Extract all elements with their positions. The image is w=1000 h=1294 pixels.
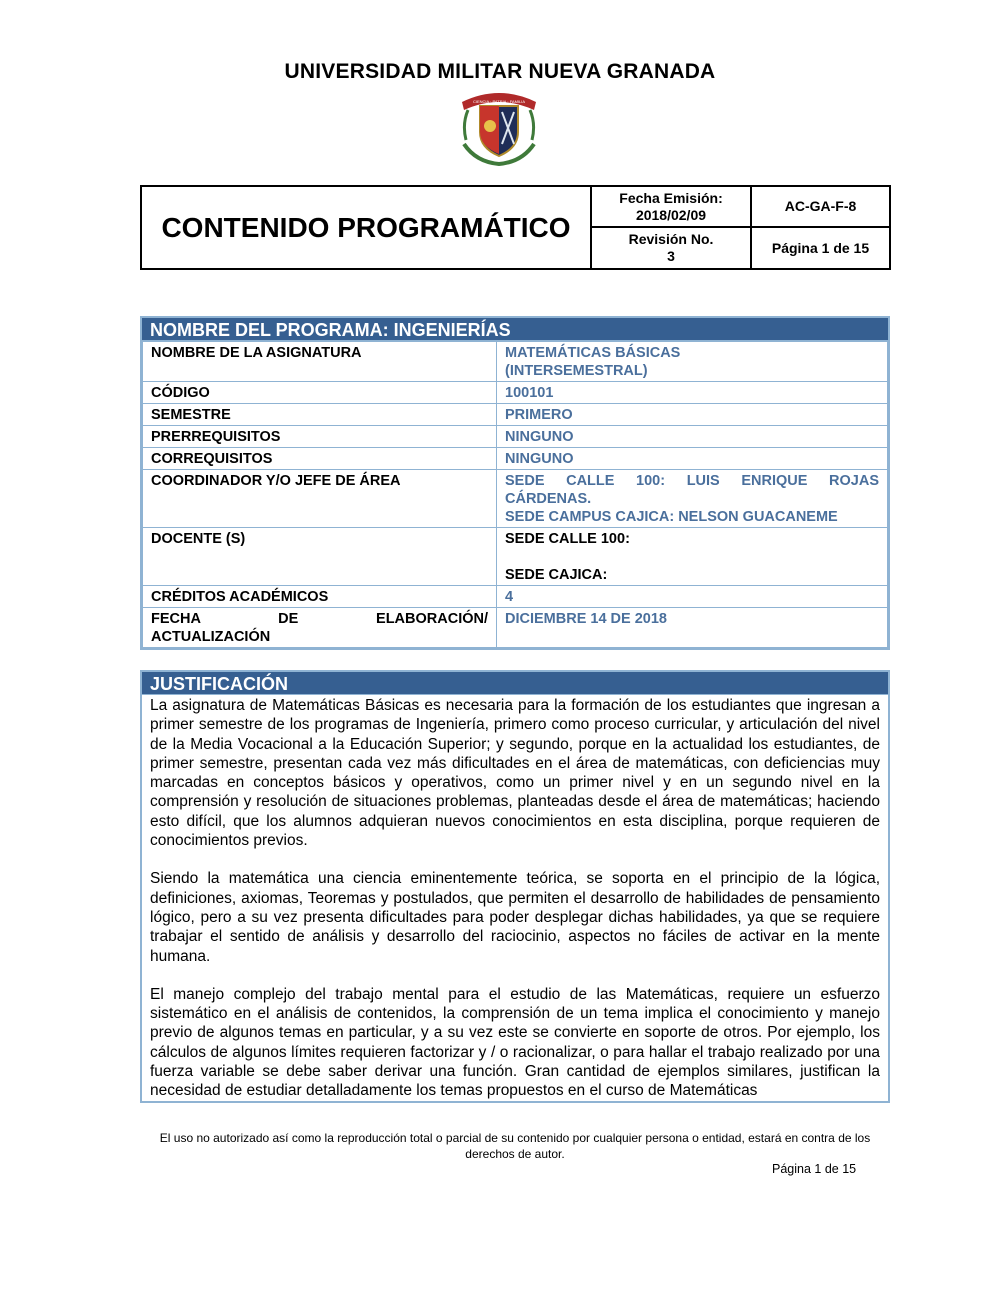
university-title: UNIVERSIDAD MILITAR NUEVA GRANADA bbox=[284, 60, 716, 83]
table-row bbox=[143, 382, 888, 404]
issue-date-value: 2018/02/09 bbox=[635, 206, 707, 223]
table-row bbox=[143, 342, 888, 382]
university-crest-logo bbox=[456, 84, 542, 166]
coordinator-label: COORDINADOR Y/O JEFE DE ÁREA bbox=[143, 470, 497, 528]
table-row bbox=[143, 426, 888, 448]
document-title: CONTENIDO PROGRAMÁTICO bbox=[141, 186, 591, 269]
semester-value: PRIMERO bbox=[497, 404, 888, 426]
document-header bbox=[140, 185, 891, 270]
teacher-label: DOCENTE (S) bbox=[143, 528, 497, 586]
corequisites-value: NINGUNO bbox=[497, 448, 888, 470]
program-info-section bbox=[140, 316, 890, 650]
coordinator-value-2: CÁRDENAS. bbox=[505, 491, 592, 507]
copyright-notice: El uso no autorizado así como la reproducción total o parcial de su contenido por cualquier persona o entidad, estará en contra de los derechos de autor. bbox=[159, 1131, 871, 1161]
credits-value: 4 bbox=[497, 586, 888, 608]
table-row bbox=[143, 448, 888, 470]
table-row bbox=[143, 608, 888, 648]
semester-label: SEMESTRE bbox=[143, 404, 497, 426]
date-value: DICIEMBRE 14 DE 2018 bbox=[497, 608, 888, 648]
credits-label: CRÉDITOS ACADÉMICOS bbox=[143, 586, 497, 608]
corequisites-label: CORREQUISITOS bbox=[143, 448, 497, 470]
justification-paragraph: Siendo la matemática una ciencia eminentemente teórica, se soporta en el principio de la lógica, definiciones, axiomas, Teoremas y postulados, que permiten el desarrollo de habilidades de pensamiento lógico, pero a su vez presenta dificultades para poder desplegar dichas habilidades, ya que se requiere trabajar el sentido de análisis y desarrollo del raciocinio, aspectos no fáciles de activar en la mente humana. bbox=[150, 870, 880, 965]
justification-section bbox=[140, 670, 890, 1103]
subject-name-label: NOMBRE DE LA ASIGNATURA bbox=[143, 342, 497, 382]
code-value: 100101 bbox=[497, 382, 888, 404]
table-row bbox=[143, 470, 888, 528]
date-label-2: ACTUALIZACIÓN bbox=[151, 629, 271, 645]
table-row bbox=[143, 528, 888, 586]
code-label: CÓDIGO bbox=[143, 382, 497, 404]
justification-paragraph: El manejo complejo del trabajo mental para el estudio de las Matemáticas, requiere un esfuerzo sistemático en el análisis de contenidos, la comprensión de un tema implica el conocimiento y manejo previo de algunos temas en particular, y a su vez este se convierte en soporte de otros. Por ejemplo, los cálculos de algunos límites requieren factorizar y / o racionalizar, o para hallar el trabajo realizado por una fuerza variable se debe saber derivar una función. Gran cantidad de ejemplos similares, justifican la necesidad de estudiar detalladamente los temas propuestos en el curso de Matemáticas bbox=[150, 985, 880, 1100]
header-page-number: Página 1 de 15 bbox=[751, 227, 890, 269]
justification-heading: JUSTIFICACIÓN bbox=[142, 672, 888, 695]
footer-page-number: Página 1 de 15 bbox=[772, 1162, 857, 1176]
coordinator-value-3: SEDE CAMPUS CAJICA: NELSON GUACANEME bbox=[505, 509, 838, 525]
prerequisites-label: PRERREQUISITOS bbox=[143, 426, 497, 448]
date-label-1: FECHA DE ELABORACIÓN/ bbox=[151, 611, 488, 627]
table-row bbox=[143, 586, 888, 608]
program-heading: NOMBRE DEL PROGRAMA: INGENIERÍAS bbox=[142, 318, 888, 341]
teacher-value-1: SEDE CALLE 100: bbox=[505, 531, 630, 547]
justification-body bbox=[142, 695, 888, 1101]
subject-name-value-2: (INTERSEMESTRAL) bbox=[505, 363, 648, 379]
table-row bbox=[143, 404, 888, 426]
subject-name-value: MATEMÁTICAS BÁSICAS bbox=[505, 345, 681, 361]
form-code: AC-GA-F-8 bbox=[751, 186, 890, 227]
prerequisites-value: NINGUNO bbox=[497, 426, 888, 448]
coordinator-value-1: SEDE CALLE 100: LUIS ENRIQUE ROJAS bbox=[505, 473, 879, 489]
revision-label: Revisión No. bbox=[628, 231, 714, 247]
revision-value: 3 bbox=[667, 248, 675, 264]
issue-date-label: Fecha Emisión: bbox=[619, 189, 723, 206]
justification-paragraph: La asignatura de Matemáticas Básicas es necesaria para la formación de los estudiantes que ingresan a primer semestre de los programas de Ingeniería, primero como proceso curricular, y articulación del nivel de la Media Vocacional a la Educación Superior; y segundo, porque en la actualidad los estudiantes, de primer semestre, presentan cada vez más dificultades en el área de matemáticas, con deficiencias muy marcadas en conceptos básicos y operativos, como un primer nivel y en un segundo nivel en la comprensión y resolución de situaciones problemas, planteadas desde el área de matemáticas; haciendo esto difícil, que los alumnos adquieran nuevos conocimientos en esta disciplina, porque requieren de conocimientos previos. bbox=[150, 697, 880, 850]
teacher-value-2: SEDE CAJICA: bbox=[505, 567, 608, 583]
crest-motto: CIENCIA · PATRIA · FAMILIA bbox=[472, 99, 526, 104]
